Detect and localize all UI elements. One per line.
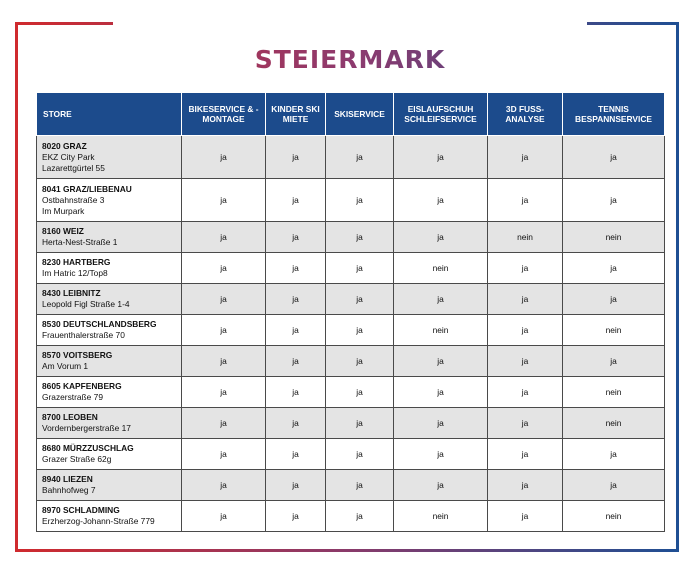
store-address-line: Leopold Figl Straße 1-4 [42, 299, 130, 309]
table-row [37, 470, 665, 501]
service-availability-cell: ja [488, 253, 563, 284]
service-availability-cell: ja [563, 346, 665, 377]
store-name: 8680 MÜRZZUSCHLAG [42, 443, 134, 453]
store-address-line: Im Hatric 12/Top8 [42, 268, 108, 278]
service-availability-cell: ja [182, 315, 266, 346]
table-row [37, 253, 665, 284]
service-availability-cell: ja [266, 346, 326, 377]
service-availability-cell: ja [563, 470, 665, 501]
header-skiservice: SKISERVICE [326, 93, 394, 136]
service-availability-cell: ja [326, 179, 394, 222]
store-cell [37, 408, 182, 439]
header-eislaufschuh: EISLAUFSCHUH SCHLEIFSERVICE [394, 93, 488, 136]
service-availability-cell: ja [394, 408, 488, 439]
store-address-line: Herta-Nest-Straße 1 [42, 237, 118, 247]
store-name: 8430 LEIBNITZ [42, 288, 101, 298]
table-row [37, 315, 665, 346]
store-address-line: Am Vorum 1 [42, 361, 89, 371]
service-availability-cell: ja [394, 179, 488, 222]
page-subtitle: STEIERMARK [0, 44, 700, 76]
service-availability-cell: ja [326, 470, 394, 501]
service-availability-cell: ja [394, 377, 488, 408]
service-availability-cell: nein [394, 253, 488, 284]
store-name: 8700 LEOBEN [42, 412, 98, 422]
table-row [37, 501, 665, 532]
table-header-row [37, 93, 665, 136]
store-address-line: Bahnhofweg 7 [42, 485, 96, 495]
service-availability-cell: ja [266, 377, 326, 408]
header-3d-fussanalyse: 3D FUSS-ANALYSE [488, 93, 563, 136]
header-kinder-ski-miete: KINDER SKI MIETE [266, 93, 326, 136]
service-availability-cell: ja [326, 346, 394, 377]
table-body [37, 136, 665, 532]
service-availability-cell: nein [563, 408, 665, 439]
service-availability-cell: nein [488, 222, 563, 253]
service-availability-cell: ja [266, 179, 326, 222]
service-availability-cell: ja [563, 136, 665, 179]
service-availability-cell: ja [182, 222, 266, 253]
service-availability-cell: ja [488, 408, 563, 439]
service-availability-cell: ja [563, 439, 665, 470]
table-row [37, 346, 665, 377]
store-address-line: Frauenthalerstraße 70 [42, 330, 125, 340]
service-availability-cell: ja [488, 377, 563, 408]
service-availability-cell: nein [394, 315, 488, 346]
service-availability-cell: ja [182, 408, 266, 439]
table-row [37, 222, 665, 253]
service-availability-cell: ja [488, 284, 563, 315]
header-tennis: TENNIS BESPANNSERVICE [563, 93, 665, 136]
store-cell [37, 136, 182, 179]
page-title [0, 8, 700, 42]
service-availability-cell: ja [326, 222, 394, 253]
table-row [37, 284, 665, 315]
store-address-line: EKZ City Park [42, 151, 95, 162]
store-address-line: Grazer Straße 62g [42, 454, 112, 464]
service-availability-cell: ja [563, 284, 665, 315]
service-availability-cell: ja [182, 136, 266, 179]
store-name: 8530 DEUTSCHLANDSBERG [42, 319, 157, 329]
table-row [37, 179, 665, 222]
store-cell [37, 470, 182, 501]
table-row [37, 377, 665, 408]
service-availability-cell: nein [563, 222, 665, 253]
store-address-line: Erzherzog-Johann-Straße 779 [42, 516, 155, 526]
service-availability-cell: nein [563, 315, 665, 346]
page-title-line1: STORE-SERVICELEISTUNGEN [113, 9, 586, 40]
service-availability-cell: ja [394, 222, 488, 253]
table-row [37, 136, 665, 179]
service-availability-cell: ja [266, 136, 326, 179]
store-cell [37, 179, 182, 222]
service-availability-cell: ja [394, 136, 488, 179]
store-cell [37, 439, 182, 470]
store-name: 8605 KAPFENBERG [42, 381, 122, 391]
table-row [37, 408, 665, 439]
service-availability-cell: ja [182, 377, 266, 408]
store-name: 8230 HARTBERG [42, 257, 111, 267]
service-availability-cell: ja [266, 439, 326, 470]
service-availability-cell: ja [394, 470, 488, 501]
services-table [36, 92, 665, 532]
service-availability-cell: ja [326, 136, 394, 179]
store-cell [37, 377, 182, 408]
service-availability-cell: ja [394, 284, 488, 315]
service-availability-cell: nein [563, 501, 665, 532]
store-name: 8570 VOITSBERG [42, 350, 113, 360]
service-availability-cell: ja [266, 408, 326, 439]
store-cell [37, 222, 182, 253]
service-availability-cell: ja [182, 179, 266, 222]
service-availability-cell: ja [266, 222, 326, 253]
header-store: STORE [37, 93, 182, 136]
store-address-line: Lazarettgürtel 55 [42, 162, 105, 173]
service-availability-cell: ja [182, 284, 266, 315]
service-availability-cell: ja [326, 284, 394, 315]
service-availability-cell: ja [266, 253, 326, 284]
service-availability-cell: ja [182, 470, 266, 501]
service-availability-cell: ja [488, 179, 563, 222]
service-availability-cell: ja [326, 408, 394, 439]
service-availability-cell: ja [488, 346, 563, 377]
service-availability-cell: ja [326, 315, 394, 346]
table-row [37, 439, 665, 470]
store-address-line: Vordernbergerstraße 17 [42, 423, 131, 433]
service-availability-cell: ja [326, 253, 394, 284]
store-address-line: Ostbahnstraße 3 [42, 194, 105, 205]
service-availability-cell: ja [266, 284, 326, 315]
service-availability-cell: nein [563, 377, 665, 408]
header-bikeservice: BIKESERVICE & -MONTAGE [182, 93, 266, 136]
service-availability-cell: ja [488, 501, 563, 532]
service-availability-cell: ja [394, 439, 488, 470]
service-availability-cell: ja [326, 501, 394, 532]
service-availability-cell: ja [563, 253, 665, 284]
store-name: 8940 LIEZEN [42, 474, 93, 484]
service-availability-cell: ja [488, 470, 563, 501]
store-address-line: Grazerstraße 79 [42, 392, 103, 402]
store-address-line: Im Murpark [42, 205, 85, 216]
service-availability-cell: ja [488, 439, 563, 470]
service-availability-cell: ja [266, 315, 326, 346]
service-availability-cell: ja [266, 501, 326, 532]
service-availability-cell: ja [563, 179, 665, 222]
service-availability-cell: ja [488, 315, 563, 346]
store-cell [37, 501, 182, 532]
service-availability-cell: ja [182, 346, 266, 377]
service-availability-cell: ja [394, 346, 488, 377]
service-availability-cell: ja [326, 439, 394, 470]
store-cell [37, 346, 182, 377]
service-availability-cell: ja [182, 253, 266, 284]
store-cell [37, 253, 182, 284]
service-availability-cell: ja [488, 136, 563, 179]
store-cell [37, 284, 182, 315]
service-availability-cell: ja [326, 377, 394, 408]
store-name: 8041 GRAZ/LIEBENAU [42, 183, 132, 194]
service-availability-cell: ja [182, 439, 266, 470]
service-availability-cell: nein [394, 501, 488, 532]
store-name: 8970 SCHLADMING [42, 505, 120, 515]
service-availability-cell: ja [266, 470, 326, 501]
store-cell [37, 315, 182, 346]
service-availability-cell: ja [182, 501, 266, 532]
store-name: 8020 GRAZ [42, 140, 87, 151]
store-name: 8160 WEIZ [42, 226, 84, 236]
